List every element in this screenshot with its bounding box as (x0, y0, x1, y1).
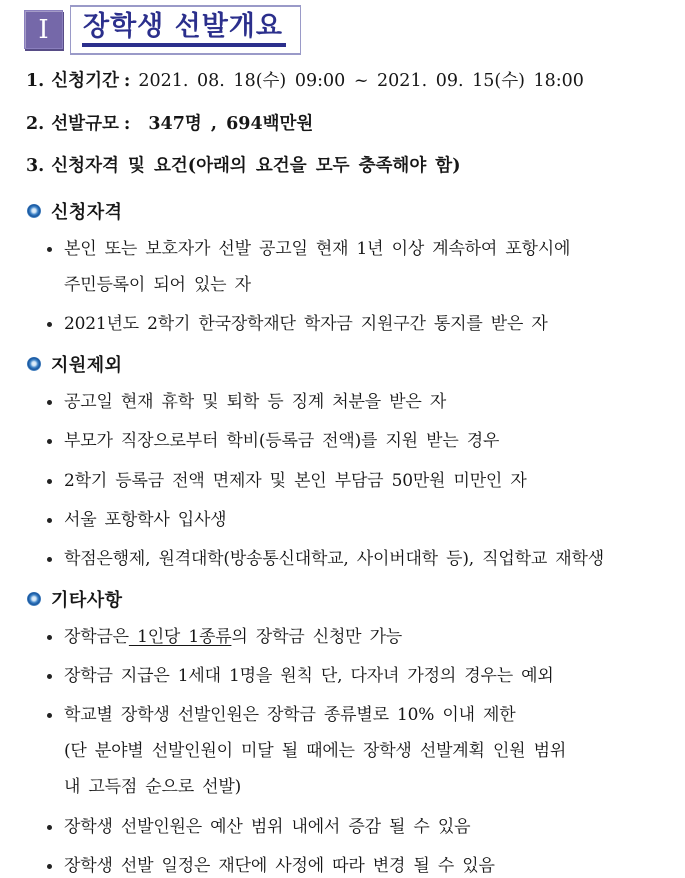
bullet-item (47, 508, 659, 532)
bullet-line: 학교별 장학생 선발인원은 장학금 종류별로 10% 이내 제한 (64, 705, 516, 726)
bullet-text (64, 390, 446, 414)
badge-label: I (38, 14, 49, 45)
dot-bullet-icon (47, 557, 52, 562)
bullet-text (64, 625, 402, 649)
dot-bullet-icon (47, 247, 52, 252)
bullet-line: 공고일 현재 휴학 및 퇴학 등 징계 처분을 받은 자 (64, 392, 447, 413)
bullet-text (64, 547, 604, 571)
section-eligibility (24, 198, 659, 336)
bullet-item (47, 664, 659, 688)
dot-bullet-icon (47, 674, 52, 679)
bullet-text (64, 237, 570, 297)
bullet-text (64, 664, 554, 688)
bullet-line: 서울 포항학사 입사생 (64, 509, 227, 530)
bullet-line: (단 분야별 선발인원이 미달 될 때에는 장학생 선발계획 인원 범위 (64, 741, 567, 762)
section-heading-label: 신청자격 (51, 201, 123, 223)
dot-bullet-icon (47, 322, 52, 327)
bullet-line: 주민등록이 되어 있는 자 (64, 275, 251, 296)
bullet-item (47, 429, 659, 453)
bullet-text (64, 469, 527, 493)
dot-bullet-icon (47, 864, 52, 869)
ring-bullet-icon (27, 204, 41, 218)
bullet-item (47, 469, 659, 493)
page-title: 장학생 선발개요 (82, 11, 286, 47)
bullet-line: 본인 또는 보호자가 선발 공고일 현재 1년 이상 계속하여 포항시에 (64, 238, 571, 259)
numbered-item-application-period (26, 70, 659, 94)
dot-bullet-icon (47, 439, 52, 444)
page-header (24, 5, 659, 55)
item-label: 선발규모 (51, 113, 119, 134)
item-number: 2. (26, 113, 45, 134)
bullet-text (64, 703, 566, 799)
bullet-line: 장학생 선발 일정은 재단에 사정에 따라 변경 될 수 있음 (64, 855, 495, 876)
bullet-text (64, 815, 470, 839)
section-heading-label: 지원제외 (51, 355, 123, 377)
bullet-text-post: 의 장학금 신청만 가능 (231, 626, 403, 647)
bullet-item (47, 237, 659, 297)
item-separator: : (123, 113, 131, 134)
section-heading (27, 198, 659, 224)
bullet-text-pre: 장학금은 (64, 626, 129, 647)
bullet-item (47, 815, 659, 839)
bullet-item (47, 312, 659, 336)
bullet-line (64, 625, 402, 649)
section-heading-label: 기타사항 (51, 589, 123, 611)
numbered-item-eligibility (26, 155, 659, 179)
section-other-notes (24, 586, 659, 878)
item-value: 2021. 08. 18(수) 09:00 ~ 2021. 09. 15(수) 18:00 (138, 71, 584, 92)
bullet-line: 내 고득점 순으로 선발) (64, 777, 242, 798)
section-heading (27, 586, 659, 612)
item-label: 신청자격 및 요건(아래의 요건을 모두 충족해야 함) (51, 156, 461, 177)
bullet-item (47, 547, 659, 571)
item-number: 1. (26, 71, 45, 92)
bullet-item (47, 625, 659, 649)
item-separator: : (123, 71, 131, 92)
bullet-item (47, 854, 659, 878)
bullet-line: 2021년도 2학기 한국장학재단 학자금 지원구간 통지를 받은 자 (64, 314, 548, 335)
bullet-line: 2학기 등록금 전액 면제자 및 본인 부담금 50만원 미만인 자 (64, 470, 527, 491)
item-value: 347명 , 694백만원 (148, 113, 314, 134)
bullet-item (47, 390, 659, 414)
bullet-line: 장학생 선발인원은 예산 범위 내에서 증감 될 수 있음 (64, 816, 471, 837)
ring-bullet-icon (27, 592, 41, 606)
bullet-text (64, 854, 495, 878)
bullet-line: 부모가 직장으로부터 학비(등록금 전액)를 지원 받는 경우 (64, 431, 500, 452)
bullet-text (64, 508, 226, 532)
dot-bullet-icon (47, 400, 52, 405)
dot-bullet-icon (47, 479, 52, 484)
bullet-text (64, 312, 548, 336)
bullet-line: 장학금 지급은 1세대 1명을 원칙 단, 다자녀 가정의 경우는 예외 (64, 666, 554, 687)
numbered-item-selection-scale (26, 113, 659, 137)
bullet-line: 학점은행제, 원격대학(방송통신대학교, 사이버대학 등), 직업학교 재학생 (64, 548, 604, 569)
ring-bullet-icon (27, 357, 41, 371)
dot-bullet-icon (47, 713, 52, 718)
dot-bullet-icon (47, 825, 52, 830)
section-number-badge (24, 10, 63, 49)
bullet-text (64, 429, 499, 453)
item-number: 3. (26, 156, 45, 177)
item-label: 신청기간 (51, 71, 119, 92)
bullet-item (47, 703, 659, 799)
section-heading (27, 351, 659, 377)
dot-bullet-icon (47, 518, 52, 523)
bullet-text-underlined: 1인당 1종류 (128, 626, 232, 647)
dot-bullet-icon (47, 635, 52, 640)
title-box (70, 5, 301, 55)
section-exclusions (24, 351, 659, 571)
